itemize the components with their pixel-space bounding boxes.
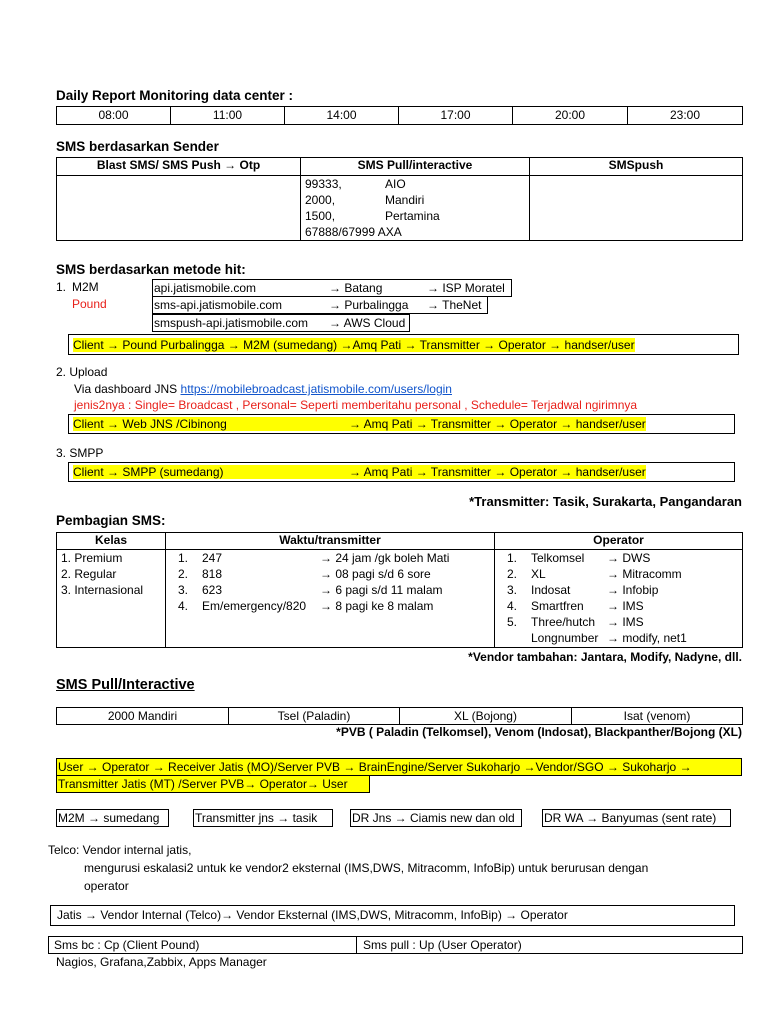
pull-cell: Isat (venom) xyxy=(623,709,691,723)
flow-upload-start: Client → Web JNS /Cibinong xyxy=(73,417,349,431)
pull-cell: XL (Bojong) xyxy=(400,708,572,724)
sender-blast-cell xyxy=(57,176,301,241)
time-slot: 17:00 xyxy=(399,107,513,124)
pull-cell: Tsel (Paladin) xyxy=(229,708,400,724)
flow-upload-box xyxy=(68,414,735,434)
time-slot: 14:00 xyxy=(285,107,399,124)
sender-push-cell xyxy=(530,176,743,241)
smpp-label: 3. SMPP xyxy=(56,446,104,460)
pembagian-table xyxy=(56,532,743,648)
metode-heading: SMS berdasarkan metode hit: xyxy=(56,262,246,277)
sender-heading: SMS berdasarkan Sender xyxy=(56,139,219,154)
telco-flow: Jatis → Vendor Internal (Telco)→ Vendor Eksternal (IMS,DWS, Mitracomm, InfoBip) → Operator xyxy=(50,905,735,926)
api-row: sms-api.jatismobile.com → Purbalingga → TheNet xyxy=(152,296,488,314)
sms-type-row xyxy=(48,936,743,954)
pembagian-heading: Pembagian SMS: xyxy=(56,513,166,528)
sender-col-pull: SMS Pull/interactive xyxy=(301,158,530,176)
list-item: 4. Em/emergency/820 → 8 pagi ke 8 malam xyxy=(178,599,434,613)
sender-pull-cell: 99333, AIO 2000, Mandiri 1500, Pertamina 67888/67999 AXA xyxy=(301,176,530,241)
pull-heading: SMS Pull/Interactive xyxy=(56,677,195,693)
dashboard-link[interactable]: https://mobilebroadcast.jatismobile.com/users/login xyxy=(180,382,452,396)
dr-jns-box: DR Jns → Ciamis new dan old xyxy=(350,809,522,827)
telco-line1: Telco: Vendor internal jatis, xyxy=(48,843,192,857)
waktu-cell xyxy=(166,550,495,648)
time-slot: 20:00 xyxy=(513,107,628,124)
kelas-cell xyxy=(57,550,166,648)
sms-bc: Sms bc : Cp (Client Pound) xyxy=(49,937,357,953)
transmitter-box: Transmitter jns → tasik xyxy=(193,809,333,827)
pound-label: Pound xyxy=(72,297,107,311)
api-row: api.jatismobile.com → Batang → ISP Moratel xyxy=(152,279,512,297)
list-item: 3. Indosat → Infobip xyxy=(507,583,659,597)
monitoring-tools: Nagios, Grafana,Zabbix, Apps Manager xyxy=(56,955,267,969)
sender-col-push: SMSpush xyxy=(530,158,743,176)
transmitter-note: *Transmitter: Tasik, Surakarta, Pangandaran xyxy=(469,494,742,509)
telco-line3: operator xyxy=(84,879,129,893)
time-slots-row xyxy=(56,106,743,125)
via-dashboard: Via dashboard JNS https://mobilebroadcast.jatismobile.com/users/login xyxy=(74,382,452,396)
flow-smpp-start: Client → SMPP (sumedang) xyxy=(73,465,349,479)
list-item: 1. 247 → 24 jam /gk boleh Mati xyxy=(178,551,450,565)
list-item: 3. Internasional xyxy=(61,583,144,597)
upload-label: 2. Upload xyxy=(56,365,108,379)
operator-cell xyxy=(495,550,743,648)
flow-m2m-box xyxy=(68,334,739,355)
list-item: Longnumber → modify, net1 xyxy=(531,631,687,645)
list-item: 2. Regular xyxy=(61,567,117,581)
pull-flow-line1: User → Operator → Receiver Jatis (MO)/Server PVB → BrainEngine/Server Sukoharjo →Vendor/SGO → Sukoharjo → xyxy=(56,758,742,776)
telco-line2: mengurusi eskalasi2 untuk ke vendor2 eksternal (IMS,DWS, Mitracomm, InfoBip) untuk berurusan dengan xyxy=(84,861,649,875)
list-item: 1. Premium xyxy=(61,551,123,565)
flow-smpp-box xyxy=(68,462,735,482)
time-slot: 08:00 xyxy=(57,107,171,124)
pembagian-col-operator: Operator xyxy=(495,533,743,550)
list-item: 4. Smartfren → IMS xyxy=(507,599,644,613)
dr-wa-box: DR WA → Banyumas (sent rate) xyxy=(542,809,731,827)
sender-table xyxy=(56,157,743,241)
list-item: 1. Telkomsel → DWS xyxy=(507,551,651,565)
jenis-note: jenis2nya : Single= Broadcast , Personal= Seperti memberitahu personal , Schedule= Terjadwal ngirimnya xyxy=(74,398,638,412)
m2m-box: M2M → sumedang xyxy=(56,809,169,827)
pull-row xyxy=(56,707,743,725)
list-item: 3. 623 → 6 pagi s/d 11 malam xyxy=(178,583,443,597)
api-row: smspush-api.jatismobile.com → AWS Cloud xyxy=(152,314,410,332)
pull-cell: 2000 Mandiri xyxy=(57,708,229,724)
list-number: 1. xyxy=(56,280,67,294)
time-slot: 23:00 xyxy=(669,108,701,122)
sender-col-blast: Blast SMS/ SMS Push → Otp xyxy=(57,158,301,176)
sms-pull: Sms pull : Up (User Operator) xyxy=(363,938,522,952)
pembagian-col-waktu: Waktu/transmitter xyxy=(166,533,495,550)
pull-flow-line2: Transmitter Jatis (MT) /Server PVB→ Operator→ User xyxy=(56,775,370,793)
page-title: Daily Report Monitoring data center : xyxy=(56,88,294,103)
pvb-note: *PVB ( Paladin (Telkomsel), Venom (Indosat), Blackpanther/Bojong (XL) xyxy=(336,725,742,739)
vendor-note: *Vendor tambahan: Jantara, Modify, Nadyne, dll. xyxy=(468,650,742,664)
time-slot: 11:00 xyxy=(171,107,285,124)
list-item: 5. Three/hutch → IMS xyxy=(507,615,644,629)
flow-smpp-end: → Amq Pati → Transmitter → Operator → handser/user xyxy=(349,465,646,479)
list-item: 2. XL → Mitracomm xyxy=(507,567,682,581)
pembagian-col-kelas: Kelas xyxy=(57,533,166,550)
flow-m2m: Client → Pound Purbalingga → M2M (sumedang) →Amq Pati → Transmitter → Operator → handser/user xyxy=(73,338,635,352)
list-item: 2. 818 → 08 pagi s/d 6 sore xyxy=(178,567,431,581)
flow-upload-end: → Amq Pati → Transmitter → Operator → handser/user xyxy=(349,417,646,431)
m2m-label: M2M xyxy=(72,280,99,294)
